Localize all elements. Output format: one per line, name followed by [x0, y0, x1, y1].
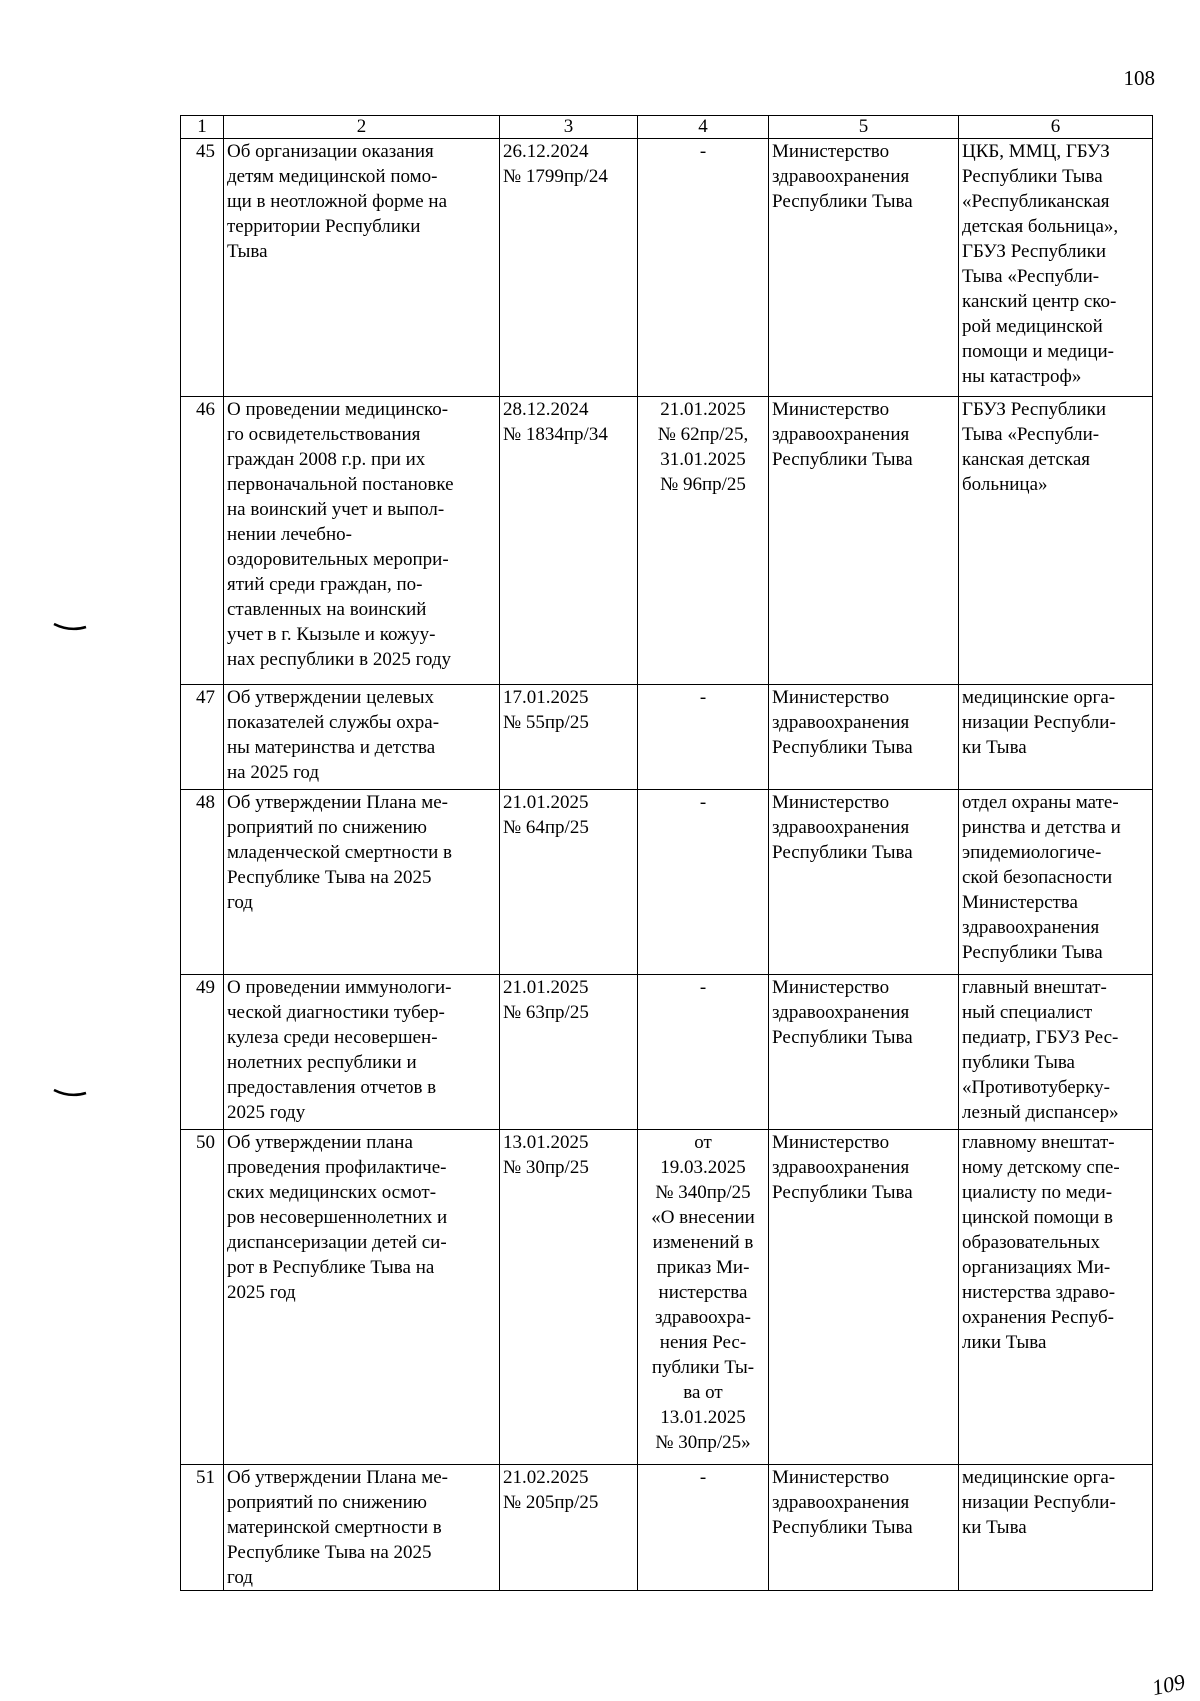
cell-line: 21.01.2025: [503, 792, 589, 813]
cell-line: главному внештат-: [962, 1132, 1115, 1153]
column-header: 2: [224, 116, 500, 139]
cell-line: Министерство: [772, 399, 890, 420]
cell-changes: [638, 139, 769, 397]
cell-line: ному детскому спе-: [962, 1157, 1120, 1178]
cell-line: здравоохранения: [772, 817, 910, 838]
cell-line: Республики Тыва: [772, 191, 913, 212]
cell-line: ва от: [683, 1382, 723, 1403]
cell-responsible: [769, 685, 959, 790]
cell-line: лики Тыва: [962, 1332, 1047, 1353]
cell-line: нении лечебно-: [227, 524, 352, 545]
cell-responsible: [769, 1130, 959, 1465]
cell-line: Об утверждении плана: [227, 1132, 413, 1153]
column-header: 4: [638, 116, 769, 139]
cell-line: граждан 2008 г.р. при их: [227, 449, 426, 470]
cell-line: Министерство: [772, 792, 890, 813]
cell-executors: [959, 139, 1153, 397]
cell-line: 28.12.2024: [503, 399, 589, 420]
cell-line: год: [227, 892, 253, 913]
cell-line: показателей службы охра-: [227, 712, 440, 733]
cell-line: Тыва: [227, 241, 268, 262]
cell-line: оздоровительных меропри-: [227, 549, 449, 570]
cell-responsible: [769, 790, 959, 975]
cell-line: здравоохра-: [655, 1307, 751, 1328]
cell-line: Министерство: [772, 141, 890, 162]
cell-changes: [638, 975, 769, 1130]
cell-line: рой медицинской: [962, 316, 1103, 337]
cell-line: здравоохранения: [772, 424, 910, 445]
cell-order: [500, 397, 638, 685]
cell-line: ятий среди граждан, по-: [227, 574, 423, 595]
cell-line: предоставления отчетов в: [227, 1077, 437, 1098]
cell-line: здравоохранения: [772, 1492, 910, 1513]
cell-executors: [959, 975, 1153, 1130]
cell-line: Тыва «Республи-: [962, 266, 1100, 287]
cell-line: главный внештат-: [962, 977, 1107, 998]
cell-line: ЦКБ, ММЦ, ГБУЗ: [962, 141, 1110, 162]
cell-line: здравоохранения: [772, 166, 910, 187]
cell-line: роприятий по снижению: [227, 817, 427, 838]
cell-line: Тыва «Республи-: [962, 424, 1100, 445]
cell-line: № 30пр/25: [503, 1157, 589, 1178]
table-row: [181, 685, 1153, 790]
cell-line: -: [699, 141, 707, 162]
cell-line: Министерство: [772, 977, 890, 998]
cell-line: 26.12.2024: [503, 141, 589, 162]
cell-line: Министерство: [772, 1467, 890, 1488]
cell-line: Республики Тыва: [772, 449, 913, 470]
cell-order: [500, 1130, 638, 1465]
cell-line: Республики Тыва: [772, 737, 913, 758]
cell-line: № 55пр/25: [503, 712, 589, 733]
cell-line: год: [227, 1567, 253, 1588]
cell-line: Республики Тыва: [772, 1517, 913, 1538]
cell-line: № 1799пр/24: [503, 166, 608, 187]
cell-line: учет в г. Кызыле и кожуу-: [227, 624, 436, 645]
cell-responsible: [769, 397, 959, 685]
cell-line: Республики Тыва: [772, 1182, 913, 1203]
cell-number: 49: [181, 975, 224, 1130]
cell-line: канский центр ско-: [962, 291, 1117, 312]
column-header: 5: [769, 116, 959, 139]
cell-changes: [638, 1130, 769, 1465]
cell-title: [224, 975, 500, 1130]
cell-line: Министерство: [772, 1132, 890, 1153]
column-header: 6: [959, 116, 1153, 139]
cell-line: ки Тыва: [962, 737, 1027, 758]
cell-line: «О внесении: [651, 1207, 755, 1228]
cell-line: от: [694, 1132, 712, 1153]
cell-number: 48: [181, 790, 224, 975]
cell-line: щи в неотложной форме на: [227, 191, 448, 212]
cell-line: детям медицинской помо-: [227, 166, 438, 187]
cell-line: 21.01.2025: [503, 977, 589, 998]
table-row: [181, 1130, 1153, 1465]
cell-line: ГБУЗ Республики: [962, 241, 1107, 262]
cell-line: О проведении иммунологи-: [227, 977, 452, 998]
cell-title: [224, 1130, 500, 1465]
cell-line: цинской помощи в: [962, 1207, 1113, 1228]
table-row: [181, 790, 1153, 975]
cell-line: ный специалист: [962, 1002, 1093, 1023]
cell-line: Республики Тыва: [962, 942, 1103, 963]
cell-line: здравоохранения: [772, 1157, 910, 1178]
cell-line: № 62пр/25,: [657, 424, 749, 445]
cell-line: № 96пр/25: [660, 474, 746, 495]
cell-line: на воинский учет и выпол-: [227, 499, 445, 520]
cell-line: Республики Тыва: [772, 1027, 913, 1048]
cell-line: нистерства: [658, 1282, 748, 1303]
cell-line: на 2025 год: [227, 762, 320, 783]
cell-responsible: [769, 139, 959, 397]
document-table: [180, 115, 1153, 1591]
cell-line: 2025 год: [227, 1282, 296, 1303]
cell-line: 17.01.2025: [503, 687, 589, 708]
cell-line: нистерства здраво-: [962, 1282, 1116, 1303]
cell-line: 21.01.2025: [660, 399, 746, 420]
cell-line: ставленных на воинский: [227, 599, 427, 620]
cell-number: 47: [181, 685, 224, 790]
cell-line: № 340пр/25: [655, 1182, 751, 1203]
cell-changes: [638, 790, 769, 975]
cell-line: -: [699, 977, 707, 998]
table-header-row: [181, 116, 1153, 139]
cell-line: здравоохранения: [962, 917, 1100, 938]
cell-line: Республике Тыва на 2025: [227, 1542, 432, 1563]
cell-line: материнской смертности в: [227, 1517, 442, 1538]
cell-executors: [959, 790, 1153, 975]
cell-line: 31.01.2025: [660, 449, 746, 470]
cell-line: педиатр, ГБУЗ Рес-: [962, 1027, 1119, 1048]
cell-responsible: [769, 1465, 959, 1591]
table-row: [181, 1465, 1153, 1591]
cell-line: проведения профилактиче-: [227, 1157, 447, 1178]
cell-line: ны материнства и детства: [227, 737, 436, 758]
cell-line: 13.01.2025: [503, 1132, 589, 1153]
cell-executors: [959, 1465, 1153, 1591]
cell-number: 50: [181, 1130, 224, 1465]
cell-title: [224, 790, 500, 975]
cell-executors: [959, 685, 1153, 790]
cell-line: Об организации оказания: [227, 141, 434, 162]
cell-title: [224, 397, 500, 685]
cell-changes: [638, 685, 769, 790]
cell-title: [224, 1465, 500, 1591]
cell-line: кулеза среди несовершен-: [227, 1027, 438, 1048]
cell-executors: [959, 397, 1153, 685]
cell-line: помощи и медици-: [962, 341, 1114, 362]
cell-line: медицинские орга-: [962, 687, 1116, 708]
cell-line: ны катастроф»: [962, 366, 1082, 387]
cell-line: Министерства: [962, 892, 1078, 913]
cell-line: -: [699, 792, 707, 813]
cell-line: № 63пр/25: [503, 1002, 589, 1023]
cell-line: 13.01.2025: [660, 1407, 746, 1428]
cell-order: [500, 975, 638, 1130]
margin-mark: [52, 1088, 88, 1098]
cell-line: эпидемиологиче-: [962, 842, 1102, 863]
cell-line: Республике Тыва на 2025: [227, 867, 432, 888]
cell-line: приказ Ми-: [656, 1257, 750, 1278]
page-number: 108: [1123, 66, 1155, 90]
cell-line: Об утверждении Плана ме-: [227, 792, 448, 813]
cell-line: публики Тыва: [962, 1052, 1075, 1073]
cell-order: [500, 790, 638, 975]
cell-line: низации Республи-: [962, 712, 1116, 733]
table-row: [181, 139, 1153, 397]
cell-title: [224, 139, 500, 397]
cell-line: образовательных: [962, 1232, 1100, 1253]
cell-line: Республики Тыва: [962, 166, 1103, 187]
cell-line: -: [699, 687, 707, 708]
cell-number: 46: [181, 397, 224, 685]
cell-line: № 64пр/25: [503, 817, 589, 838]
cell-line: № 30пр/25»: [655, 1432, 751, 1453]
handwritten-page-mark: 109: [1149, 1668, 1188, 1701]
cell-number: 51: [181, 1465, 224, 1591]
cell-line: ских медицинских осмот-: [227, 1182, 437, 1203]
cell-line: детская больница»,: [962, 216, 1119, 237]
table-body: [181, 139, 1153, 1591]
cell-line: циалисту по меди-: [962, 1182, 1113, 1203]
cell-changes: [638, 1465, 769, 1591]
cell-line: диспансеризации детей си-: [227, 1232, 447, 1253]
cell-line: отдел охраны мате-: [962, 792, 1119, 813]
cell-line: № 1834пр/34: [503, 424, 608, 445]
cell-line: больница»: [962, 474, 1048, 495]
cell-line: территории Республики: [227, 216, 421, 237]
cell-line: публики Ты-: [651, 1357, 755, 1378]
cell-line: ров несовершеннолетних и: [227, 1207, 448, 1228]
cell-line: организациях Ми-: [962, 1257, 1111, 1278]
column-header: 1: [181, 116, 224, 139]
cell-line: ринства и детства и: [962, 817, 1121, 838]
cell-line: ской безопасности: [962, 867, 1113, 888]
cell-line: здравоохранения: [772, 712, 910, 733]
cell-line: рот в Республике Тыва на: [227, 1257, 435, 1278]
table-row: [181, 397, 1153, 685]
cell-line: 21.02.2025: [503, 1467, 589, 1488]
table-row: [181, 975, 1153, 1130]
cell-line: канская детская: [962, 449, 1091, 470]
cell-line: ГБУЗ Республики: [962, 399, 1107, 420]
cell-line: № 205пр/25: [503, 1492, 599, 1513]
cell-order: [500, 139, 638, 397]
cell-line: Об утверждении целевых: [227, 687, 434, 708]
cell-line: го освидетельствования: [227, 424, 421, 445]
cell-line: Об утверждении Плана ме-: [227, 1467, 448, 1488]
cell-line: нолетних республики и: [227, 1052, 417, 1073]
cell-line: младенческой смертности в: [227, 842, 452, 863]
cell-executors: [959, 1130, 1153, 1465]
cell-line: ки Тыва: [962, 1517, 1027, 1538]
cell-line: лезный диспансер»: [962, 1102, 1119, 1123]
cell-line: -: [699, 1467, 707, 1488]
cell-line: изменений в: [652, 1232, 754, 1253]
cell-line: низации Республи-: [962, 1492, 1116, 1513]
cell-line: Республики Тыва: [772, 842, 913, 863]
cell-changes: [638, 397, 769, 685]
margin-mark: [52, 622, 88, 632]
cell-line: первоначальной постановке: [227, 474, 454, 495]
cell-responsible: [769, 975, 959, 1130]
cell-line: ческой диагностики тубер-: [227, 1002, 445, 1023]
cell-line: нах республики в 2025 году: [227, 649, 452, 670]
cell-line: здравоохранения: [772, 1002, 910, 1023]
cell-line: нения Рес-: [659, 1332, 747, 1353]
cell-line: 19.03.2025: [660, 1157, 746, 1178]
cell-number: 45: [181, 139, 224, 397]
cell-line: Министерство: [772, 687, 890, 708]
cell-line: медицинские орга-: [962, 1467, 1116, 1488]
column-header: 3: [500, 116, 638, 139]
cell-line: роприятий по снижению: [227, 1492, 427, 1513]
cell-line: «Республиканская: [962, 191, 1110, 212]
cell-line: О проведении медицинско-: [227, 399, 449, 420]
cell-line: охранения Респуб-: [962, 1307, 1114, 1328]
cell-line: «Противотуберку-: [962, 1077, 1110, 1098]
cell-order: [500, 1465, 638, 1591]
cell-order: [500, 685, 638, 790]
cell-title: [224, 685, 500, 790]
cell-line: 2025 году: [227, 1102, 306, 1123]
